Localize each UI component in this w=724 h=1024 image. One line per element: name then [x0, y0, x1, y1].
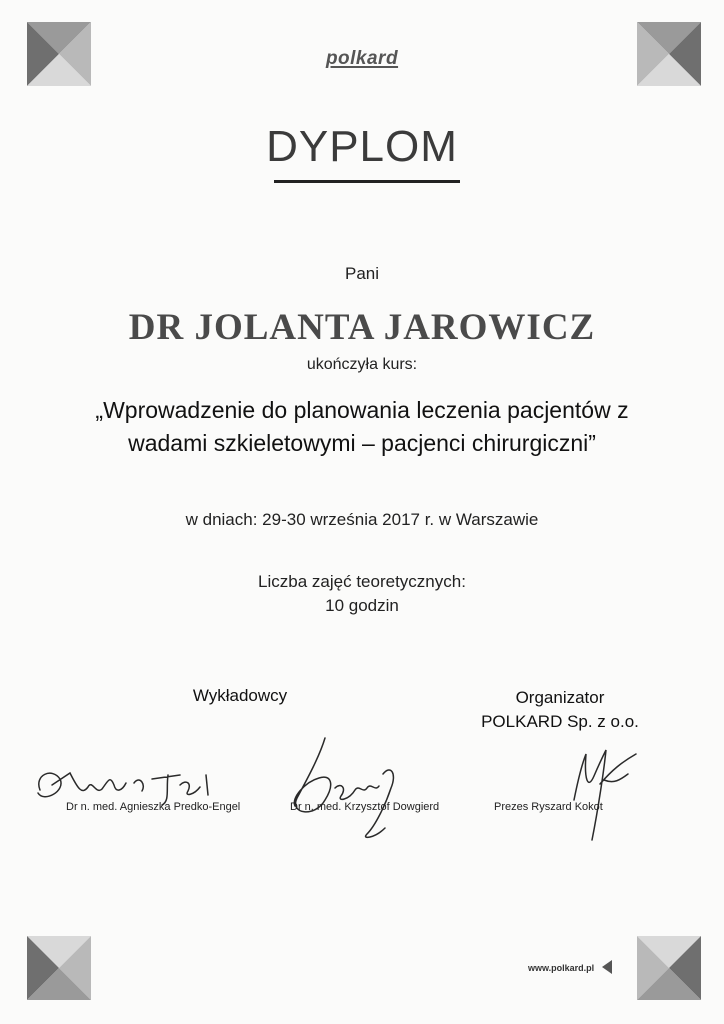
course-dates: w dniach: 29-30 września 2017 r. w Warszawie [185, 510, 539, 529]
organizer-heading: Organizator [515, 688, 605, 707]
logo-text: polkard [325, 48, 399, 69]
document-title: DYPLOM [266, 122, 458, 171]
organizer-block [440, 686, 680, 734]
signature-caption-lecturer-1: Dr n. med. Agnieszka Predko-Engel [66, 801, 241, 813]
hours-info [0, 570, 724, 618]
hours-value: 10 godzin [325, 596, 399, 615]
signature-3-icon [560, 740, 650, 850]
signature-1-icon [30, 745, 230, 825]
salutation: Pani [344, 264, 380, 283]
polkard-logo [0, 48, 724, 70]
arrow-left-icon [600, 959, 614, 975]
organizer-company: POLKARD Sp. z o.o. [481, 712, 639, 731]
website-link[interactable]: www.polkard.pl [528, 963, 595, 973]
signature-caption-organizer: Prezes Ryszard Kokot [494, 801, 603, 813]
completed-text: ukończyła kurs: [306, 356, 418, 373]
recipient-name: DR JOLANTA JAROWICZ [128, 307, 596, 348]
corner-ornament-icon [637, 936, 701, 1000]
hours-label: Liczba zajęć teoretycznych: [258, 572, 466, 591]
signature-caption-lecturer-2: Dr n. med. Krzysztof Dowgierd [290, 801, 440, 813]
title-underline [274, 180, 460, 183]
course-title-line: wadami szkieletowymi – pacjenci chirurgiczni” [128, 430, 596, 456]
corner-ornament-icon [27, 936, 91, 1000]
course-title-line: „Wprowadzenie do planowania leczenia pacjentów z [95, 397, 629, 423]
signature-2-icon [275, 728, 425, 858]
course-title [0, 394, 724, 460]
lecturers-heading: Wykładowcy [192, 686, 288, 705]
